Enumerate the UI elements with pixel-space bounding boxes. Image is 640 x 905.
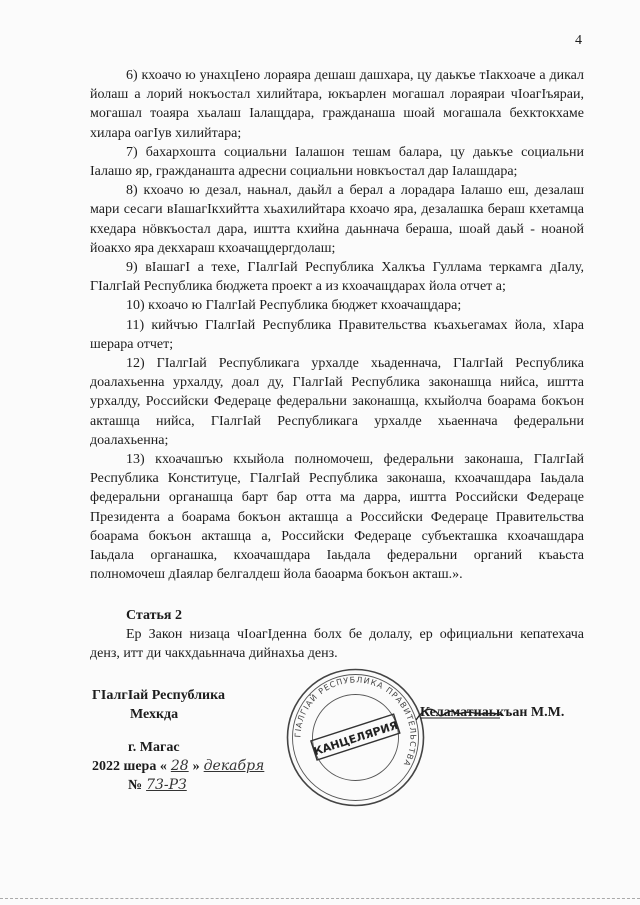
official-stamp xyxy=(283,665,428,810)
number-prefix: № xyxy=(128,778,143,793)
page-number: 4 xyxy=(575,33,582,48)
date-month: декабря xyxy=(203,758,265,774)
place-of-signing: г. Магас xyxy=(128,740,180,755)
number-value: 73-РЗ xyxy=(146,777,187,793)
stamp-center-text: КАНЦЕЛЯРИЯ xyxy=(312,718,400,759)
svg-text:ГIАЛГIАЙ РЕСПУБЛИКА ПРАВИТЕЛЬС xyxy=(293,675,417,768)
paragraph-6: 6) кхоачо ю унахцIено лораяра дешаш дашхара, цу даькъе тIакхоачe а дикал йолаш а лорий нокъостал хилийтара, юкъарлен могашал лораяраи чIоагIъяраи, могашал тоаяра хьалаш Iалащдара, гражданаша шоай могашала бехктокхаме хилара оагIув хилийтара; xyxy=(90,68,584,141)
handwritten-signature xyxy=(414,702,504,726)
stamp-ring-text: ГIАЛГIАЙ РЕСПУБЛИКА ПРАВИТЕЛЬСТВА xyxy=(293,675,418,769)
scan-edge-line xyxy=(0,898,640,903)
signatory-title-line2: Мехкда xyxy=(130,707,179,722)
paragraph-13: 13) кхоачашъю кхыйола полномочеш, федеральни законаша, ГIалгIай Республика Конституце, ГIалгIай Республика законаша, кхоачашдара Iаьдала федеральни органашца барт бар отта ма дарра, иштта Российски Федераце Президента а боарама бокъон акташца а Российски Федераце Правительства боарама бокъон акташца а, Российски Федераце субъекташка кхоачашдара Iаьдала органашка, кхоачашдара Iаьдала федеральни органий къаьста полномочеш дIаялар белгалдеш йола баоарма бокъон акташ.». xyxy=(90,452,584,583)
law-number xyxy=(128,777,191,794)
law-body xyxy=(90,66,584,584)
date-day: 28 xyxy=(170,758,189,774)
signing-date xyxy=(92,758,268,775)
date-mid: » xyxy=(192,759,200,774)
paragraph-9: 9) вIашагI а техе, ГIалгIай Республика Халкъа Гуллама теркамга дIалу, ГIалгIай Республика бюджета проект а из кхоачащдарах йола отчет а; xyxy=(90,260,584,295)
signatory-title-line1: ГIалгIай Республика xyxy=(92,688,225,703)
signer-name: Келаматнаькъан М.М. xyxy=(420,705,565,720)
paragraph-11: 11) кийчъю ГIалгIай Республика Правительства къахьегамах йола, хIара шерара отчет; xyxy=(90,317,584,352)
paragraph-10: 10) кхоачо ю ГIалгIай Республика бюджет кхоачащдара; xyxy=(126,298,462,314)
paragraph-7: 7) бахархошта социальни Iалашон тешам балара, цу даькъе социальни Iалашо яр, гражданашта адресни социальни новкъостал дар Iалашдара; xyxy=(90,144,584,180)
article-title: Статья 2 xyxy=(126,608,182,623)
article-2 xyxy=(90,606,584,664)
paragraph-12: 12) ГIалгIай Республикага урхалде хьаденнача, ГIалгIай Республика доалахьенна урхалду, доал ду, ГIалгIай Республика законашца нийса, иштта урхалду, Российски Федераце федеральни законашца, кхыйолча боарама бокъон акташца нийса, ГIалгIай Республикага урхалде хьаеннача федеральни доалахьенна; xyxy=(90,356,584,448)
paragraph-8: 8) кхоачо ю дезал, наьнал, даьйл а берал а лорадара Iалашо еш, дезалаш мари сесаги вIашагIкхийтта хьахилийтара кхоачо яра, дезалашка бераш кхетамца кхедара нӧвкъостал дара, иштта кхийна даьннача бераша, шоай даьй - ноанoй йоакхо яра декхараш кхоачащдергдолаш; xyxy=(90,183,584,256)
date-prefix: 2022 шера « xyxy=(92,759,167,774)
article-text: Ер Закон низаца чIоагIденна болх бе долалу, ер официальни кепатехача денз, итт ди чакхдаьннача дийнахьа денз. xyxy=(90,627,584,662)
